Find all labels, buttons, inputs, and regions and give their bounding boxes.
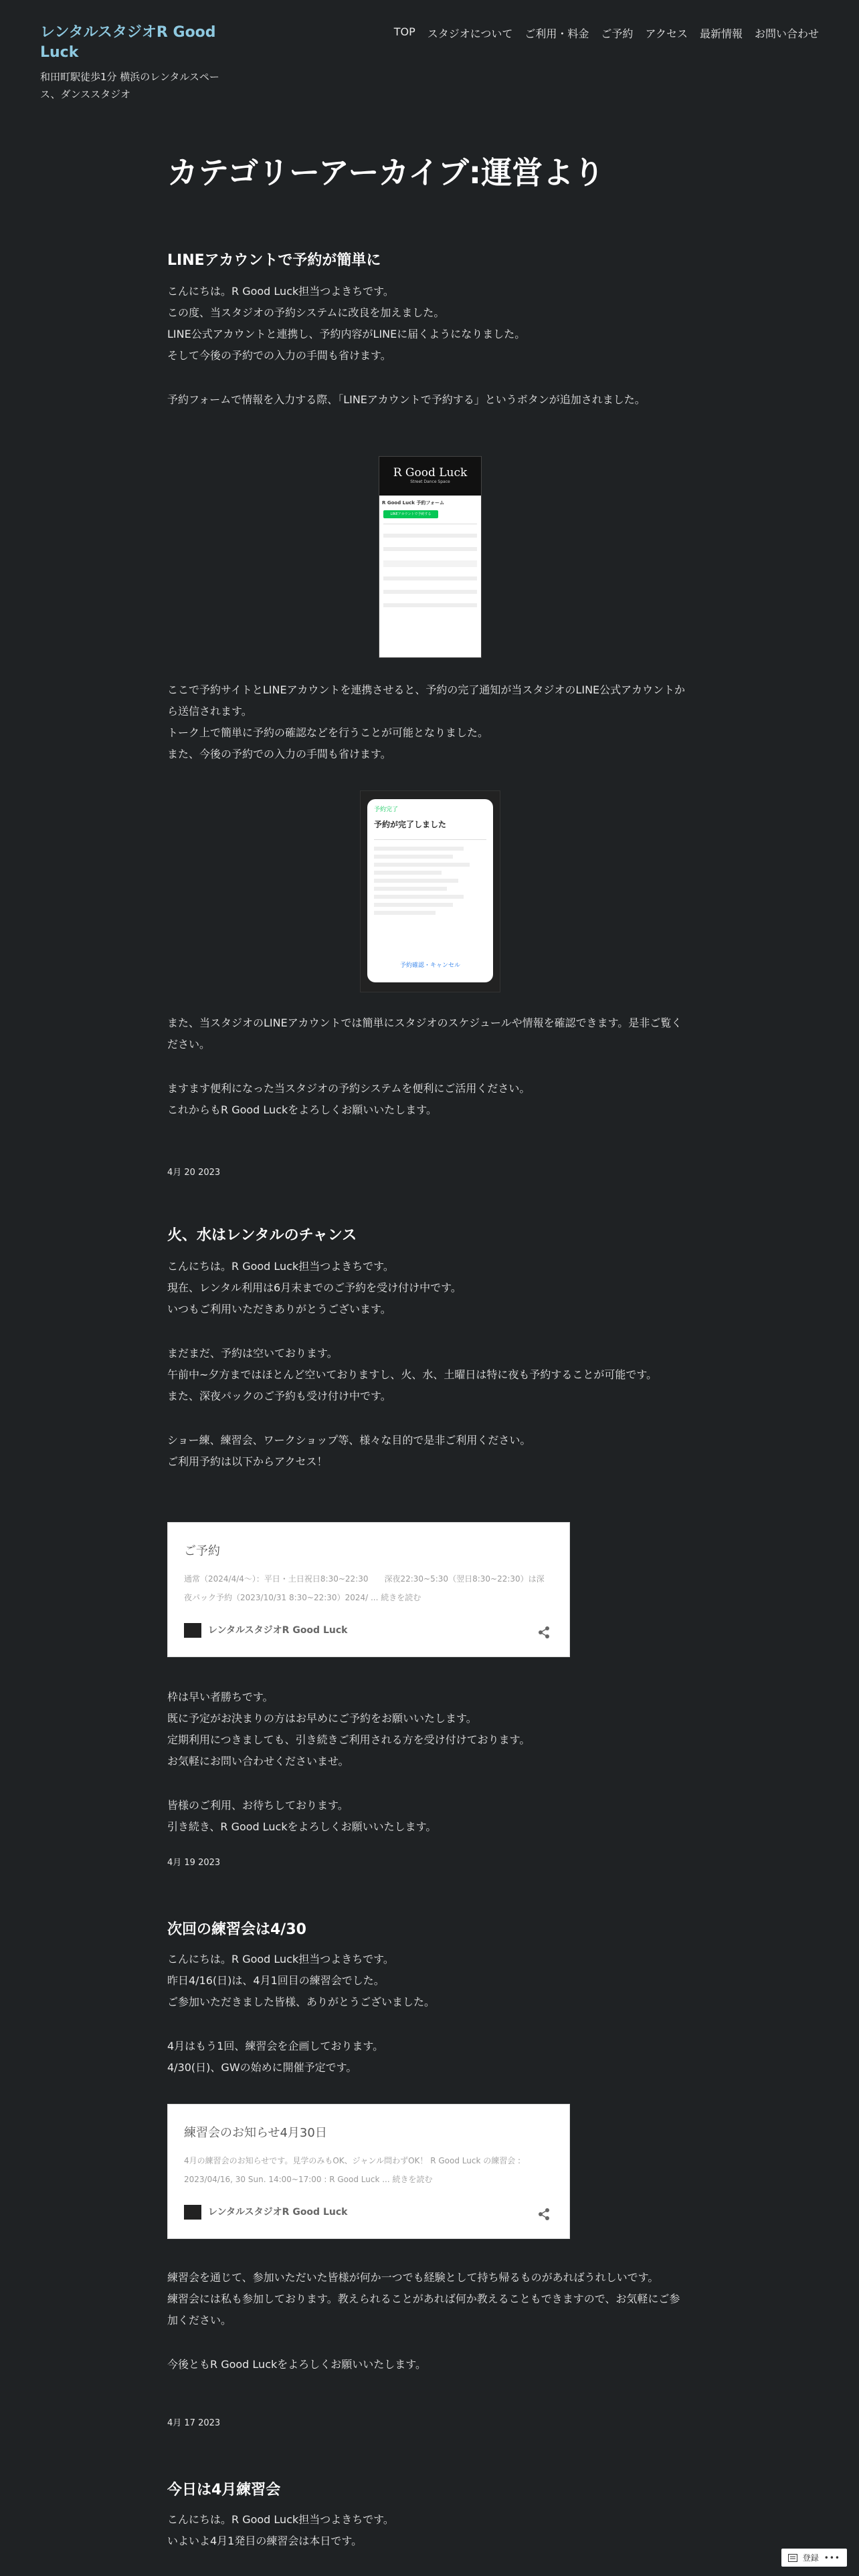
- embed-card-practice[interactable]: [167, 2104, 570, 2239]
- follow-label: 登録: [802, 2553, 819, 2563]
- post-paragraph: 練習会には私も参加しております。教えられることがあれば何か教えることもできますので、お気軽にご参加ください。: [167, 2292, 680, 2327]
- post-paragraph: 既に予定がお決まりの方はお早めにご予約をお願いいたします。: [167, 1712, 477, 1725]
- post-paragraph: ショー練、練習会、ワークショップ等、様々な目的で是非ご利用ください。: [167, 1434, 531, 1446]
- post-paragraph: これからもR Good Luckをよろしくお願いいたします。: [167, 1103, 437, 1116]
- post-paragraph: こんにちは。R Good Luck担当つよきちです。: [167, 1260, 394, 1273]
- post-body: [167, 1949, 689, 2078]
- post-paragraph: こんにちは。R Good Luck担当つよきちです。: [167, 285, 394, 298]
- reservation-check-link: 予約確認・キャンセル: [399, 962, 460, 969]
- complete-heading: 予約が完了しました: [374, 820, 447, 829]
- embed-site-name: レンタルスタジオR Good Luck: [208, 2207, 348, 2218]
- site-logo-icon: [184, 1623, 201, 1638]
- embed-description: 4月の練習会のお知らせです。見学のみもOK、ジャンル問わずOK！ R Good Luck の練習会 : 2023/04/16, 30 Sun. 14:00~17:00 : R Good Luck ... 続きを読む: [184, 2156, 521, 2184]
- post-paragraph: また、今後の予約での入力の手間も省けます。: [167, 748, 391, 760]
- nav-item-access[interactable]: アクセス: [645, 27, 688, 40]
- reservation-form-screenshot: [379, 456, 482, 658]
- line-reserve-button: LINEアカウントで予約する: [383, 510, 438, 518]
- post-body-end: [167, 1012, 689, 1121]
- post-paragraph: LINE公式アカウントと連携し、予約内容がLINEに届くようになりました。: [167, 328, 526, 340]
- embed-title[interactable]: 練習会のお知らせ4月30日: [184, 2126, 327, 2140]
- post-paragraph: 予約フォームで情報を入力する際、「LINEアカウントで予約する」というボタンが追加されました。: [167, 393, 646, 406]
- post-paragraph: 枠は早い者勝ちです。: [167, 1691, 274, 1703]
- nav-item-about[interactable]: スタジオについて: [427, 27, 513, 40]
- embed-title[interactable]: ご予約: [184, 1544, 220, 1558]
- form-heading: R Good Luck 予約フォーム: [382, 500, 444, 506]
- more-icon[interactable]: •••: [824, 2553, 840, 2563]
- post-paragraph: ご利用予約は以下からアクセス！: [167, 1455, 328, 1468]
- post-paragraph: こんにちは。R Good Luck担当つよきちです。: [167, 1953, 394, 1965]
- site-description: 和田町駅徒歩1分 横浜のレンタルスペース、ダンススタジオ: [40, 71, 219, 100]
- embed-site-name: レンタルスタジオR Good Luck: [208, 1625, 348, 1636]
- brand-subtitle: Street Dance Space: [410, 479, 450, 484]
- nav-item-pricing[interactable]: ご利用・料金: [524, 27, 589, 40]
- reader-icon: [788, 2554, 797, 2562]
- post-title[interactable]: 次回の練習会は4/30: [167, 1921, 306, 1938]
- post-paragraph: 昨日4/16(日)は、4月1回目の練習会でした。: [167, 1974, 385, 1987]
- post-date[interactable]: 4月 20 2023: [167, 1168, 221, 1178]
- post-title[interactable]: 火、水はレンタルのチャンス: [167, 1227, 357, 1244]
- post-body: [167, 2509, 689, 2552]
- post-paragraph: いつもご利用いただきありがとうございます。: [167, 1303, 391, 1315]
- reservation-complete-screenshot: [360, 790, 500, 992]
- post-paragraph: 現在、レンタル利用は6月末までのご予約を受け付け中です。: [167, 1281, 462, 1294]
- post-paragraph: 午前中~夕方まではほとんど空いておりますし、火、水、土曜日は特に夜も予約することが可能です。: [167, 1368, 658, 1381]
- nav-item-contact[interactable]: お問い合わせ: [754, 27, 819, 40]
- post-paragraph: いよいよ4月1発目の練習会は本日です。: [167, 2535, 363, 2547]
- site-title[interactable]: レンタルスタジオR Good Luck: [40, 24, 216, 61]
- post-body-continued: [167, 2267, 689, 2375]
- share-icon[interactable]: [537, 2208, 551, 2221]
- post-body: [167, 1256, 689, 1473]
- post-paragraph: 定期利用につきましても、引き続きご利用される方を受け付けております。: [167, 1733, 531, 1746]
- follow-button[interactable]: [781, 2549, 847, 2567]
- archive-title: カテゴリーアーカイブ:運営より: [167, 154, 605, 191]
- post-paragraph: ますます便利になった当スタジオの予約システムを便利にご活用ください。: [167, 1082, 531, 1095]
- brand-logo-text: R Good Luck: [393, 466, 468, 479]
- nav-item-top[interactable]: TOP: [393, 25, 415, 38]
- post-paragraph: こんにちは。R Good Luck担当つよきちです。: [167, 2513, 394, 2526]
- embed-description: 通常（2024/4/4～）：平日・土日祝日8:30~22:30 深夜22:30~5:30（翌日8:30~22:30）は深夜パック予約（2023/10/31 8:30~22:30）2024/ ... 続きを読む: [184, 1574, 545, 1602]
- post-paragraph: 皆様のご利用、お待ちしております。: [167, 1799, 349, 1812]
- post-paragraph: そして今後の予約での入力の手間も省けます。: [167, 349, 391, 362]
- site-logo-icon: [184, 2205, 201, 2220]
- nav-item-news[interactable]: 最新情報: [699, 27, 743, 40]
- post-paragraph: トーク上で簡単に予約の確認などを行うことが可能となりました。: [167, 726, 489, 739]
- post-paragraph: 今後ともR Good Luckをよろしくお願いいたします。: [167, 2358, 426, 2371]
- post-paragraph: まだまだ、予約は空いております。: [167, 1347, 338, 1360]
- share-icon[interactable]: [537, 1626, 551, 1639]
- status-label: 予約完了: [374, 807, 399, 813]
- post-date[interactable]: 4月 19 2023: [167, 1858, 221, 1868]
- post-paragraph: 練習会を通じて、参加いただいた皆様が何か一つでも経験として持ち帰るものがあればうれしいです。: [167, 2271, 659, 2284]
- post-paragraph: ここで予約サイトとLINEアカウントを連携させると、予約の完了通知が当スタジオのLINE公式アカウントから送信されます。: [167, 683, 685, 718]
- main-navigation: [394, 25, 819, 41]
- post-paragraph: 引き続き、R Good Luckをよろしくお願いいたします。: [167, 1820, 437, 1833]
- post-body-continued: [167, 1687, 689, 1838]
- embed-card-reservation[interactable]: [167, 1522, 570, 1657]
- post-paragraph: 4月はもう1回、練習会を企画しております。: [167, 2040, 384, 2052]
- nav-item-reservation[interactable]: ご予約: [601, 27, 634, 40]
- post-date[interactable]: 4月 17 2023: [167, 2418, 221, 2428]
- post-paragraph: お気軽にお問い合わせくださいませ。: [167, 1755, 349, 1767]
- post-paragraph: また、深夜パックのご予約も受け付け中です。: [167, 1390, 391, 1402]
- post-body: [167, 281, 689, 411]
- post-body-continued: [167, 679, 689, 765]
- post-title[interactable]: LINEアカウントで予約が簡単に: [167, 252, 381, 269]
- post-paragraph: この度、当スタジオの予約システムに改良を加えました。: [167, 306, 445, 319]
- post-title[interactable]: 今日は4月練習会: [167, 2482, 281, 2498]
- post-paragraph: ご参加いただきました皆様、ありがとうございました。: [167, 1996, 436, 2008]
- post-paragraph: 4/30(日)、GWの始めに開催予定です。: [167, 2061, 357, 2074]
- post-paragraph: また、当スタジオのLINEアカウントでは簡単にスタジオのスケジュールや情報を確認できます。是非ご覧ください。: [167, 1016, 682, 1051]
